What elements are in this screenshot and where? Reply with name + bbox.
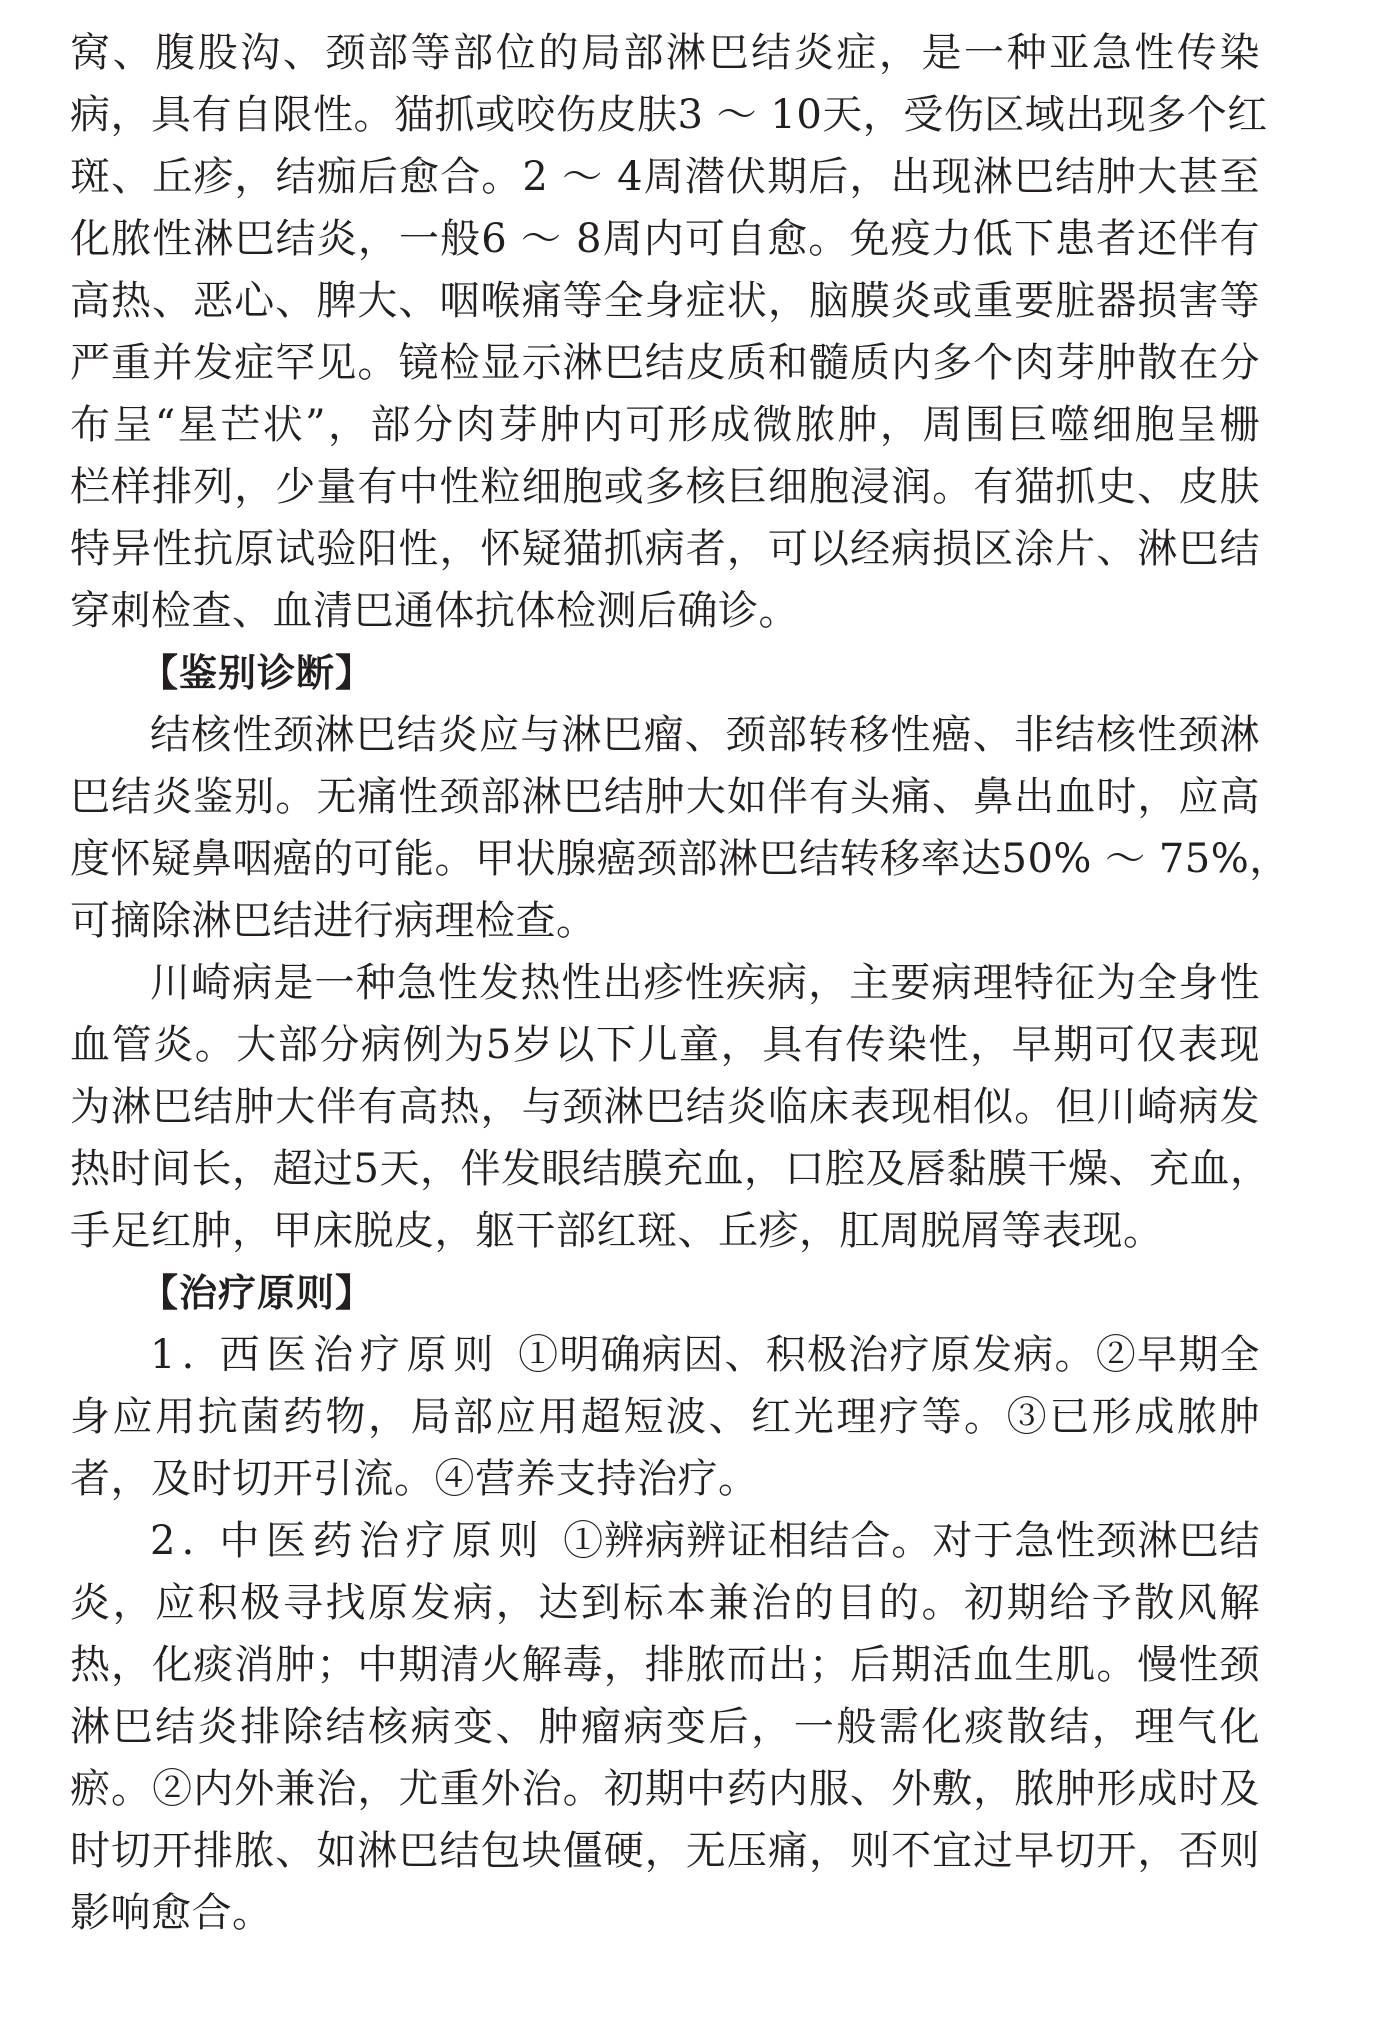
text-line: 度怀疑鼻咽癌的可能。甲状腺癌颈部淋巴结转移率达50% ～ 75%， <box>70 836 1290 882</box>
text-line: 时切开排脓、如淋巴结包块僵硬，无压痛，则不宜过早切开，否则 <box>70 1828 1260 1874</box>
text-line: 斑、丘疹，结痂后愈合。2 ～ 4周潜伏期后，出现淋巴结肿大甚至 <box>70 154 1260 200</box>
text-line: 淋巴结炎排除结核病变、肿瘤病变后，一般需化痰散结，理气化 <box>70 1704 1260 1750</box>
treatment-item-chinese-medicine <box>70 1510 1260 1944</box>
document-page <box>70 0 1290 1944</box>
text-line: 者，及时切开引流。④营养支持治疗。 <box>70 1456 759 1502</box>
item-label: 2. 中医药治疗原则 <box>150 1518 546 1564</box>
text-line: 为淋巴结肿大伴有高热，与颈淋巴结炎临床表现相似。但川崎病发 <box>70 1084 1260 1130</box>
text-line: 高热、恶心、脾大、咽喉痛等全身症状，脑膜炎或重要脏器损害等 <box>70 278 1260 324</box>
item-label: 1. 西医治疗原则 <box>150 1332 501 1378</box>
paragraph-differential-1 <box>70 704 1290 952</box>
text-line: 化脓性淋巴结炎，一般6 ～ 8周内可自愈。免疫力低下患者还伴有 <box>70 216 1260 262</box>
text-line: 手足红肿，甲床脱皮，躯干部红斑、丘疹，肛周脱屑等表现。 <box>70 1208 1164 1254</box>
text-line: 严重并发症罕见。镜检显示淋巴结皮质和髓质内多个肉芽肿散在分 <box>70 340 1260 386</box>
text-line <box>70 1324 1260 1386</box>
text-line: 窝、腹股沟、颈部等部位的局部淋巴结炎症，是一种亚急性传染 <box>70 30 1260 76</box>
text-line: 栏样排列，少量有中性粒细胞或多核巨细胞浸润。有猫抓史、皮肤 <box>70 464 1260 510</box>
text-line: 血管炎。大部分病例为5岁以下儿童，具有传染性，早期可仅表现 <box>70 1022 1260 1068</box>
text-line: 穿刺检查、血清巴通体抗体检测后确诊。 <box>70 588 799 634</box>
section-heading-differential-diagnosis: 【鉴别诊断】 <box>140 651 375 695</box>
text-line: 热时间长，超过5天，伴发眼结膜充血，口腔及唇黏膜干燥、充血， <box>70 1146 1271 1192</box>
item-text: ①辨病辨证相结合。对于急性颈淋巴结 <box>563 1518 1260 1564</box>
paragraph-cat-scratch-disease <box>70 22 1268 642</box>
text-line: 川崎病是一种急性发热性出疹性疾病，主要病理特征为全身性 <box>150 960 1260 1006</box>
section-heading-treatment-principles: 【治疗原则】 <box>140 1271 375 1315</box>
text-line: 病，具有自限性。猫抓或咬伤皮肤3 ～ 10天，受伤区域出现多个红 <box>70 92 1268 138</box>
text-line: 影响愈合。 <box>70 1890 273 1936</box>
text-line: 特异性抗原试验阳性，怀疑猫抓病者，可以经病损区涂片、淋巴结 <box>70 526 1260 572</box>
text-line: 身应用抗菌药物，局部应用超短波、红光理疗等。③已形成脓肿 <box>70 1394 1260 1440</box>
text-line: 热，化痰消肿；中期清火解毒，排脓而出；后期活血生肌。慢性颈 <box>70 1642 1260 1688</box>
text-line: 炎，应积极寻找原发病，达到标本兼治的目的。初期给予散风解 <box>70 1580 1260 1626</box>
paragraph-differential-2 <box>70 952 1271 1262</box>
text-line: 布呈“星芒状”，部分肉芽肿内可形成微脓肿，周围巨噬细胞呈栅 <box>70 402 1260 448</box>
treatment-item-western-medicine <box>70 1324 1260 1510</box>
text-line: 瘀。②内外兼治，尤重外治。初期中药内服、外敷，脓肿形成时及 <box>70 1766 1260 1812</box>
item-text: ①明确病因、积极治疗原发病。②早期全 <box>518 1332 1260 1378</box>
text-line: 可摘除淋巴结进行病理检查。 <box>70 898 597 944</box>
text-line: 巴结炎鉴别。无痛性颈部淋巴结肿大如伴有头痛、鼻出血时，应高 <box>70 774 1260 820</box>
top-margin <box>70 0 1260 22</box>
text-line: 结核性颈淋巴结炎应与淋巴瘤、颈部转移性癌、非结核性颈淋 <box>150 712 1260 758</box>
text-line <box>70 1510 1260 1572</box>
